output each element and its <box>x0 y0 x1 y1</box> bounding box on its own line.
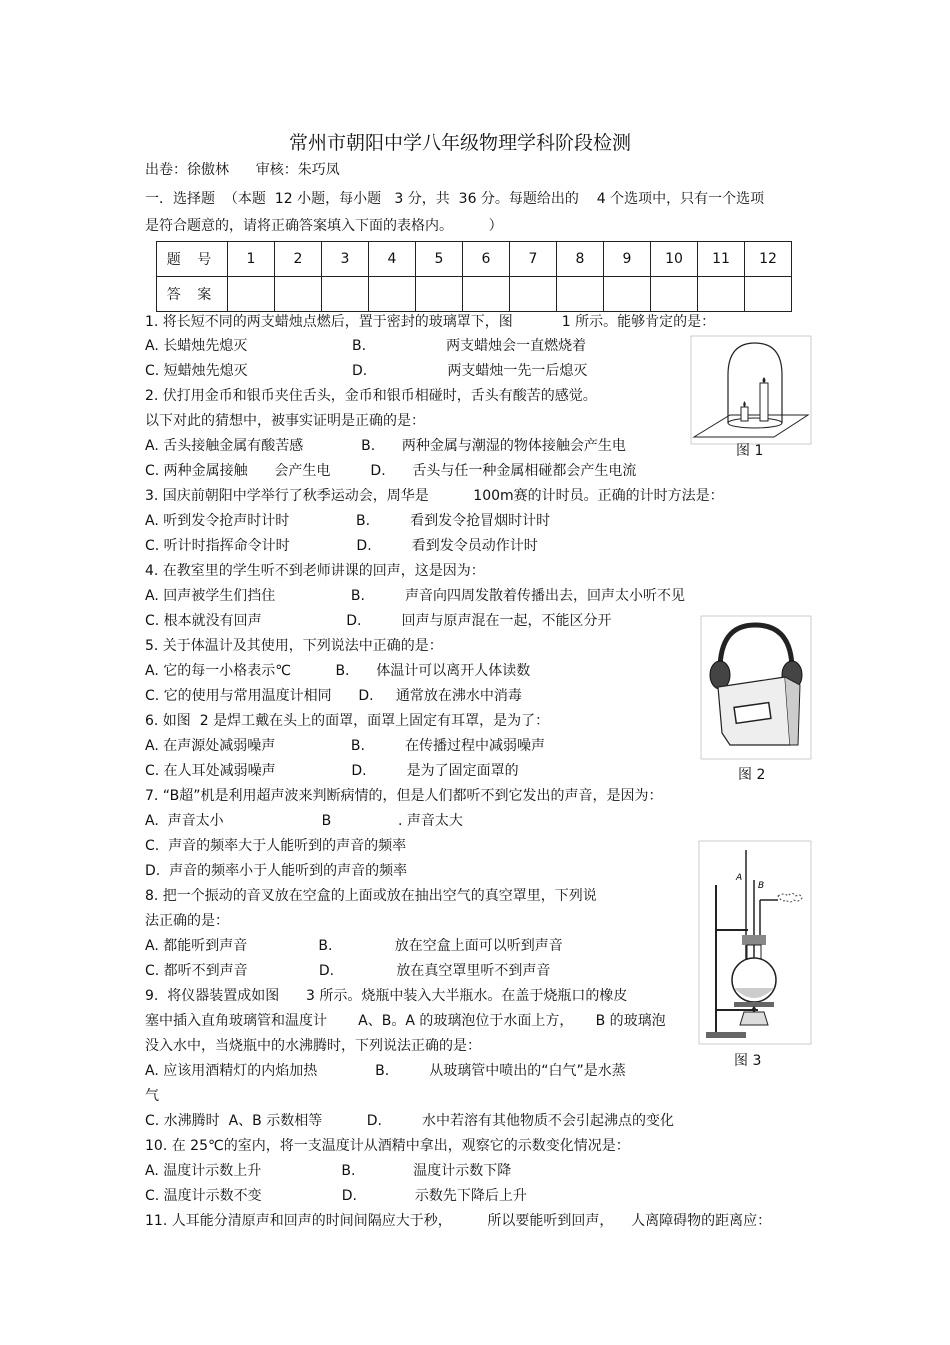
label-b: B <box>758 881 765 891</box>
number-cell: 10 <box>651 242 698 277</box>
authors-line: 出卷：徐傲林 审核：朱巧凤 <box>145 162 340 178</box>
answer-cell[interactable] <box>557 277 604 312</box>
option-text: C. 两种金属接触 会产生电 D. 舌头与任一种金属相碰都会产生电流 <box>145 463 637 479</box>
option-text: C. 温度计示数不变 D. 示数先下降后上升 <box>145 1188 527 1204</box>
option-text: C. 声音的频率大于人能听到的声音的频率 <box>145 838 407 854</box>
question-6: 6. 如图 2 是焊工戴在头上的面罩，面罩上固定有耳罩，是为了： <box>145 713 550 729</box>
number-cell: 5 <box>416 242 463 277</box>
option-text: C. 它的使用与常用温度计相同 D. 通常放在沸水中消毒 <box>145 688 522 704</box>
answer-cell[interactable] <box>275 277 322 312</box>
number-cell: 12 <box>745 242 792 277</box>
table-row-answers <box>157 277 792 312</box>
figure-3-flask-apparatus <box>698 840 812 1045</box>
question-3: 3. 国庆前朝阳中学举行了秋季运动会，周华是 100m赛的计时员。正确的计时方法是： <box>145 488 724 504</box>
option-text: C. 短蜡烛先熄灭 <box>145 363 248 379</box>
option-text: C. 都听不到声音 D. 放在真空罩里听不到声音 <box>145 963 551 979</box>
option-text: D. 声音的频率小于人能听到的声音的频率 <box>145 863 408 879</box>
option-text: A. 它的每一小格表示℃ B. 体温计可以离开人体读数 <box>145 663 531 679</box>
answer-cell[interactable] <box>698 277 745 312</box>
question-text: 法正确的是： <box>145 913 229 929</box>
question-text: 塞中插入直角玻璃管和温度计 A、B。A 的玻璃泡位于水面上方， B 的玻璃泡 <box>145 1013 666 1029</box>
option-text: A. 应该用酒精灯的内焰加热 B. 从玻璃管中喷出的“白气”是水蒸 <box>145 1063 626 1079</box>
option-text: A. 回声被学生们挡住 B. 声音向四周发散着传播出去，回声太小听不见 <box>145 588 685 604</box>
answer-cell[interactable] <box>604 277 651 312</box>
answer-cell[interactable] <box>369 277 416 312</box>
option-text: C. 听计时指挥命令计时 D. 看到发令员动作计时 <box>145 538 538 554</box>
number-cell: 8 <box>557 242 604 277</box>
answer-cell[interactable] <box>228 277 275 312</box>
question-5: 5. 关于体温计及其使用，下列说法中正确的是： <box>145 638 443 654</box>
number-cell: 3 <box>322 242 369 277</box>
figure-2-welding-mask <box>700 615 812 760</box>
section-instruction-2: 是符合题意的，请将正确答案填入下面的表格内。 ） <box>145 218 503 234</box>
answer-table <box>156 241 792 312</box>
option-text: D. 两支蜡烛一先一后熄灭 <box>352 363 588 379</box>
number-cell: 9 <box>604 242 651 277</box>
question-1: 1. 将长短不同的两支蜡烛点燃后，置于密封的玻璃罩下，图 1 所示。能够肯定的是： <box>145 314 716 330</box>
label-a: A <box>736 873 743 883</box>
question-text: 没入水中，当烧瓶中的水沸腾时，下列说法正确的是： <box>145 1038 481 1054</box>
option-text: B. 两支蜡烛会一直燃烧着 <box>352 338 587 354</box>
number-cell: 2 <box>275 242 322 277</box>
question-7: 7. “B超”机是利用超声波来判断病情的，但是人们都听不到它发出的声音，是因为： <box>145 788 663 804</box>
answer-cell[interactable] <box>510 277 557 312</box>
row-label-number: 题 号 <box>157 242 228 277</box>
table-row-numbers <box>157 242 792 277</box>
question-8: 8. 把一个振动的音叉放在空盒的上面或放在抽出空气的真空罩里，下列说 <box>145 888 597 904</box>
question-9: 9. 将仪器装置成如图 3 所示。烧瓶中装入大半瓶水。在盖于烧瓶口的橡皮 <box>145 988 628 1004</box>
answer-cell[interactable] <box>416 277 463 312</box>
option-text: C. 根本就没有回声 D. 回声与原声混在一起，不能区分开 <box>145 613 612 629</box>
page-title: 常州市朝阳中学八年级物理学科阶段检测 <box>288 132 631 154</box>
question-11: 11. 人耳能分清原声和回声的时间间隔应大于秒， 所以要能听到回声， 人离障碍物的距离应： <box>145 1213 772 1229</box>
answer-cell[interactable] <box>322 277 369 312</box>
figure-1-caption: 图 1 <box>736 443 764 459</box>
option-text: A. 在声源处减弱噪声 B. 在传播过程中减弱噪声 <box>145 738 545 754</box>
question-4: 4. 在教室里的学生听不到老师讲课的回声，这是因为： <box>145 563 485 579</box>
question-text: 以下对此的猜想中，被事实证明是正确的是： <box>145 413 425 429</box>
figure-3-caption: 图 3 <box>734 1053 762 1069</box>
question-10: 10. 在 25℃的室内，将一支温度计从酒精中拿出，观察它的示数变化情况是： <box>145 1138 630 1154</box>
number-cell: 1 <box>228 242 275 277</box>
question-2: 2. 伏打用金币和银币夹住舌头，金币和银币相碰时，舌头有酸苦的感觉。 <box>145 388 597 404</box>
option-text: A. 声音太小 B . 声音太大 <box>145 813 463 829</box>
option-text: A. 温度计示数上升 B. 温度计示数下降 <box>145 1163 512 1179</box>
figure-2-caption: 图 2 <box>738 767 766 783</box>
option-text: A. 长蜡烛先熄灭 <box>145 338 248 354</box>
option-text: A. 都能听到声音 B. 放在空盒上面可以听到声音 <box>145 938 563 954</box>
figure-1-bell-jar <box>690 335 812 445</box>
answer-cell[interactable] <box>651 277 698 312</box>
section-instruction-1: 一．选择题 （本题 12 小题，每小题 3 分，共 36 分。每题给出的 4 个选项中，只有一个选项 <box>145 191 765 207</box>
option-text: A. 听到发令抢声时计时 B. 看到发令抢冒烟时计时 <box>145 513 551 529</box>
number-cell: 11 <box>698 242 745 277</box>
number-cell: 4 <box>369 242 416 277</box>
option-text: C. 在人耳处减弱噪声 D. 是为了固定面罩的 <box>145 763 519 779</box>
answer-cell[interactable] <box>745 277 792 312</box>
number-cell: 7 <box>510 242 557 277</box>
number-cell: 6 <box>463 242 510 277</box>
answer-cell[interactable] <box>463 277 510 312</box>
option-text: C. 水沸腾时 A、B 示数相等 D. 水中若溶有其他物质不会引起沸点的变化 <box>145 1113 674 1129</box>
option-text: 气 <box>145 1088 159 1104</box>
row-label-answer: 答 案 <box>157 277 228 312</box>
option-text: A. 舌头接触金属有酸苦感 B. 两种金属与潮湿的物体接触会产生电 <box>145 438 626 454</box>
